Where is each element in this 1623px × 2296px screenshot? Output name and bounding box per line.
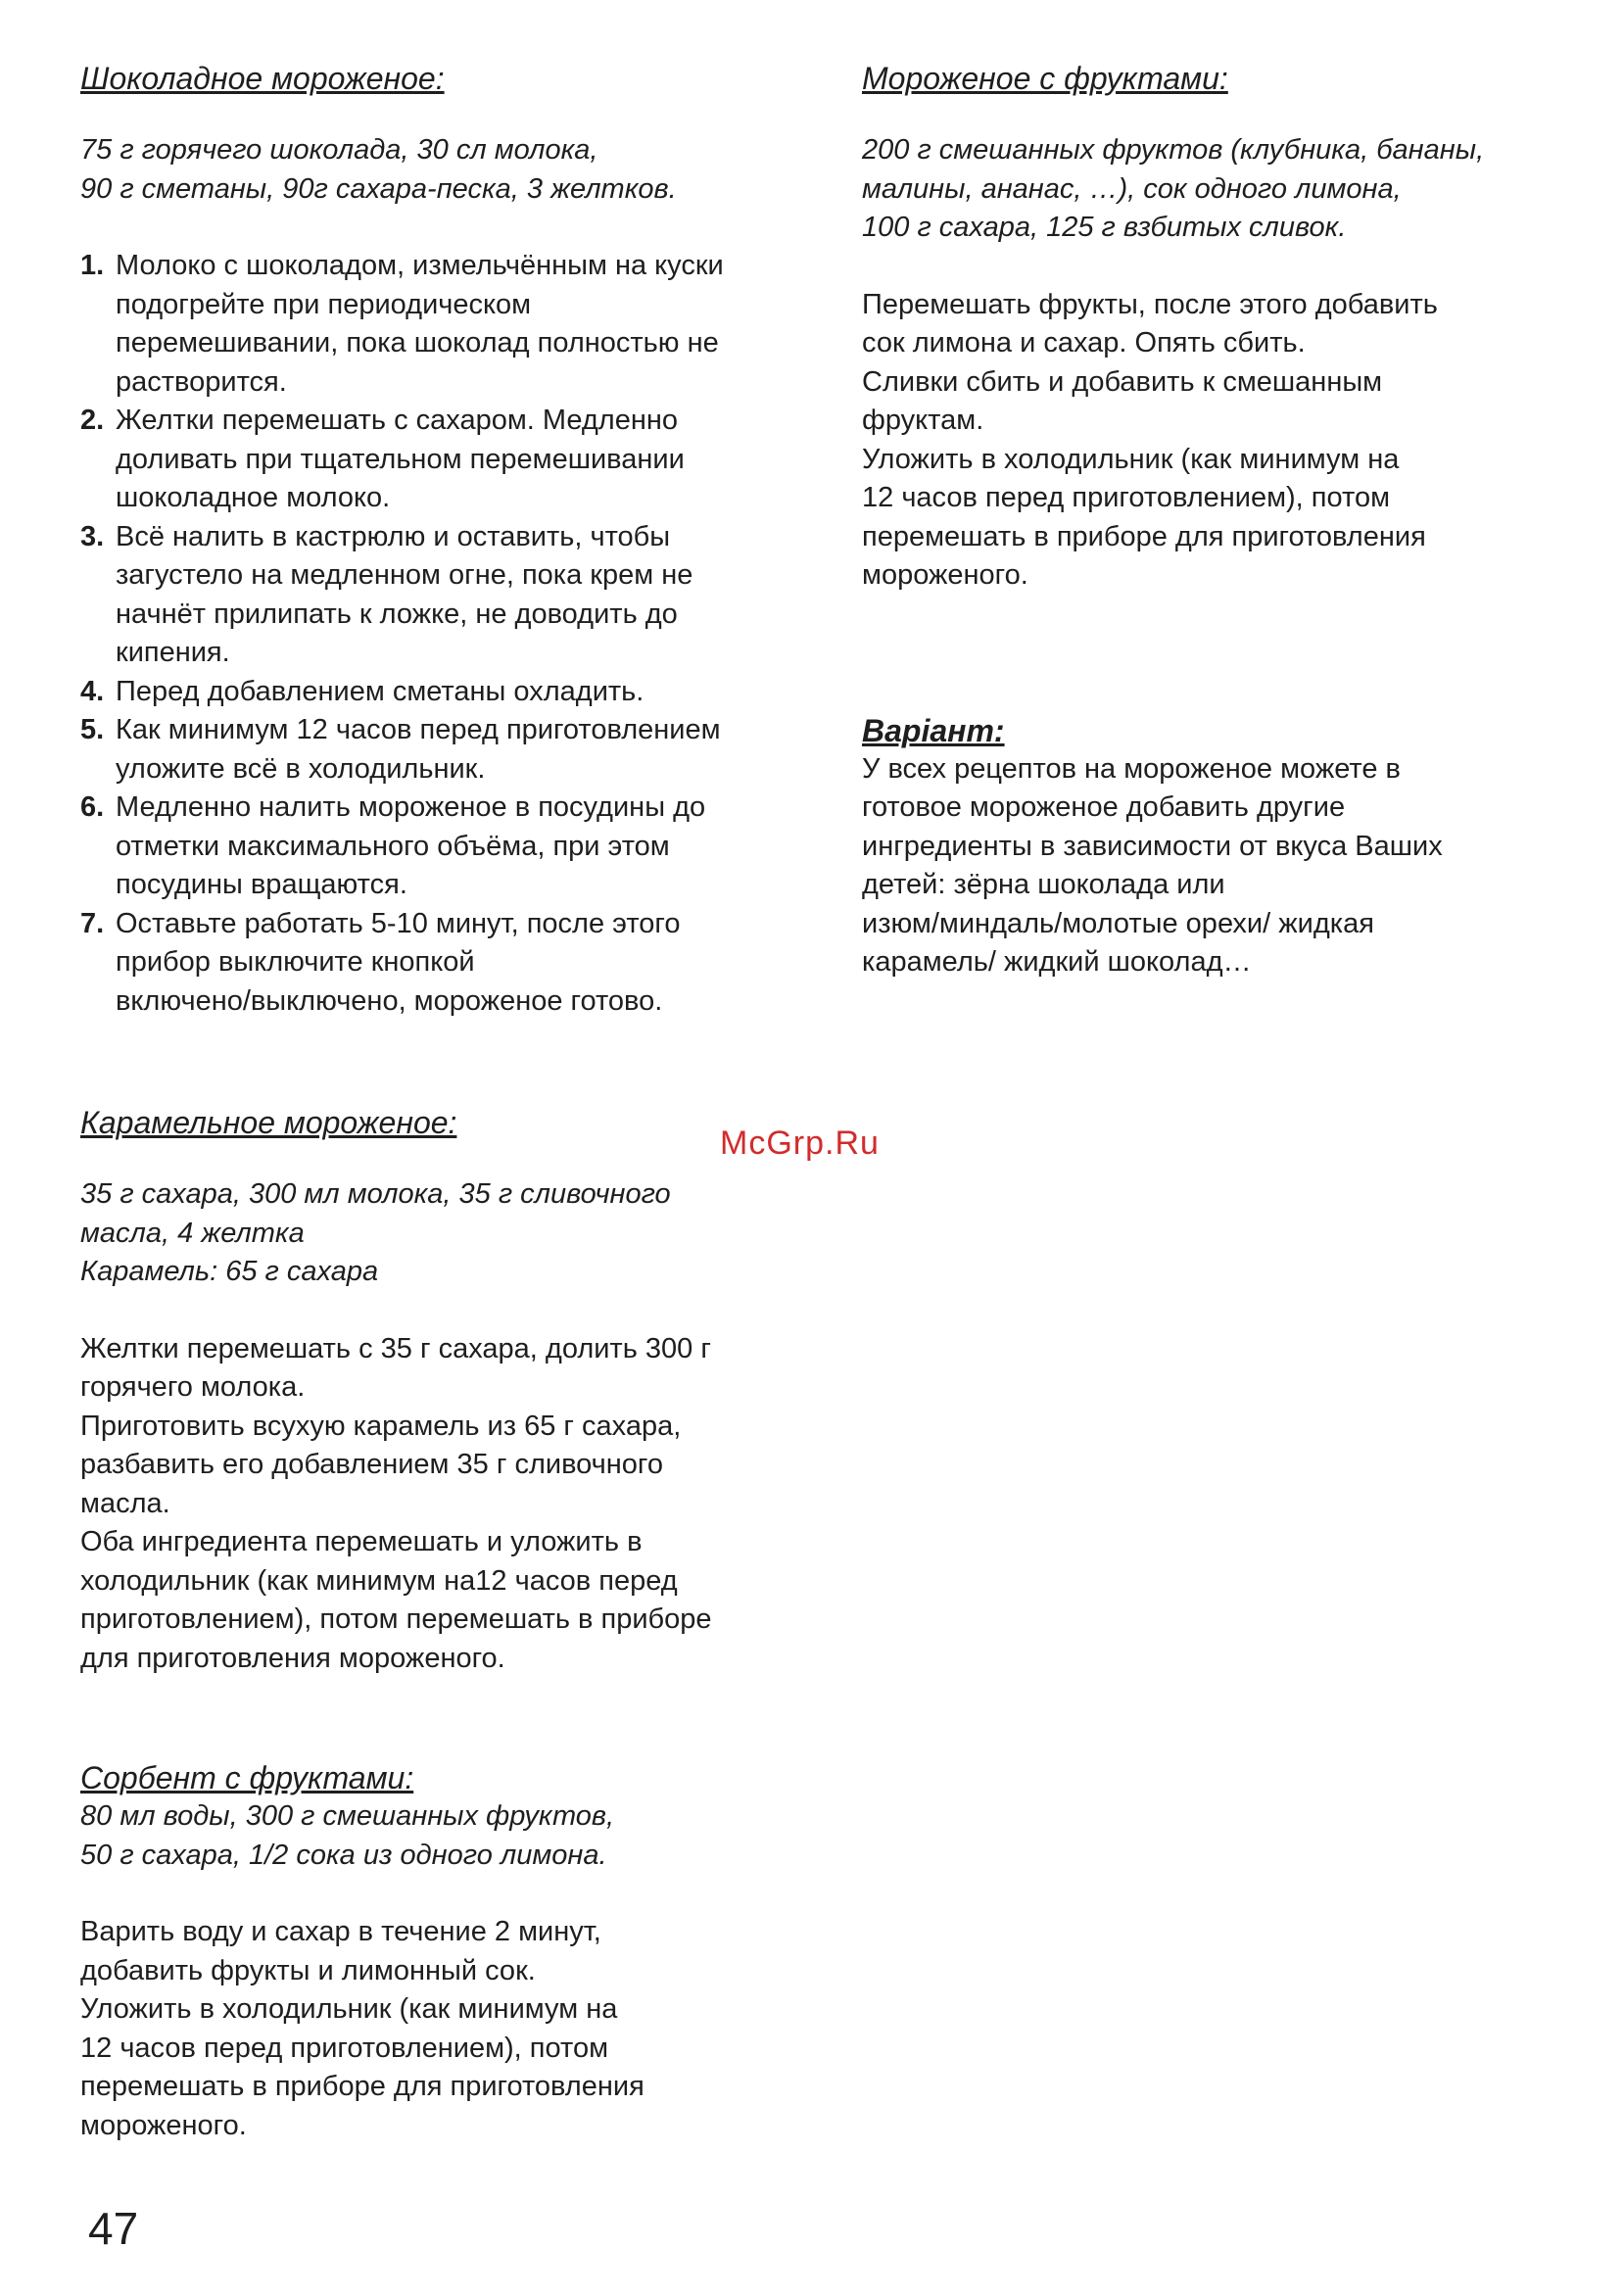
right-column [862, 59, 1567, 982]
chocolate-ingredients: 75 г горячего шоколада, 30 сл молока, 90 г сметаны, 90г сахара-песка, 3 желтков. [80, 134, 677, 205]
fruit-instructions: Перемешать фрукты, после этого добавить сок лимона и сахар. Опять сбить. Сливки сбить и добавить к смешанным фруктам. Уложить в холодильник (как минимум на 12 часов перед приготовлением), потом перемешать в приборе для приготовления мороженого. [862, 288, 1438, 591]
step-3: 3. Всё налить в кастрюлю и оставить, чтобы загустело на медленном огне, пока крем не начнёт прилипать к ложке, не доводить до кипения. [80, 520, 693, 668]
chocolate-steps [80, 247, 805, 1021]
chocolate-title: Шоколадное мороженое: [80, 61, 445, 96]
page-number: 47 [88, 2203, 139, 2254]
fruit-ingredients: 200 г смешанных фруктов (клубника, бананы, малины, ананас, …), сок одного лимона, 100 г сахара, 125 г взбитых сливок. [862, 134, 1485, 243]
fruit-title: Мороженое с фруктами: [862, 61, 1228, 96]
fruit-recipe [862, 59, 1567, 596]
sorbet-instructions: Варить воду и сахар в течение 2 минут, добавить фрукты и лимонный сок. Уложить в холодильник (как минимум на 12 часов перед приготовлением), потом перемешать в приборе для приготовления мороженого. [80, 1916, 644, 2141]
variant-text: У всех рецептов на мороженое можете в готовое мороженое добавить другие ингредиенты в зависимости от вкуса Ваших детей: зёрна шоколада или изюм/миндаль/молотые орехи/ жидкая карамель/ жидкий шоколад… [862, 752, 1443, 978]
sorbet-recipe [80, 1758, 805, 2145]
caramel-instructions: Желтки перемешать с 35 г сахара, долить 300 г горячего молока. Приготовить всухую карамель из 65 г сахара, разбавить его добавлением 35 г сливочного масла. Оба ингредиента перемешать и уложить в холодильник (как минимум на12 часов перед приготовлением), потом перемешать в приборе для приготовления мороженого. [80, 1332, 712, 1674]
sorbet-ingredients: 80 мл воды, 300 г смешанных фруктов, 50 г сахара, 1/2 сока из одного лимона. [80, 1800, 615, 1871]
step-2: 2. Желтки перемешать с сахаром. Медленно доливать при тщательном перемешивании шоколадное молоко. [80, 405, 685, 513]
variant-title: Варіант: [862, 712, 1005, 748]
left-column [80, 59, 805, 2145]
watermark: McGrp.Ru [720, 1124, 880, 1162]
step-7: 7. Оставьте работать 5-10 минут, после этого прибор выключите кнопкой включено/выключено, мороженое готово. [80, 907, 681, 1017]
sorbet-title: Сорбент с фруктами: [80, 1760, 414, 1795]
caramel-title: Карамельное мороженое: [80, 1105, 457, 1140]
step-5: 5. Как минимум 12 часов перед приготовлением уложите всё в холодильник. [80, 714, 721, 785]
chocolate-recipe [80, 59, 805, 1021]
step-4: 4. Перед добавлением сметаны охладить. [80, 675, 644, 707]
step-1: 1. Молоко с шоколадом, измельчённым на куски подогрейте при периодическом перемешивании, пока шоколад полностью не растворится. [80, 250, 724, 398]
variant-section [862, 711, 1567, 982]
caramel-recipe [80, 1103, 805, 1678]
caramel-ingredients: 35 г сахара, 300 мл молока, 35 г сливочного масла, 4 желтка Карамель: 65 г сахара [80, 1178, 671, 1287]
step-6: 6. Медленно налить мороженое в посудины до отметки максимального объёма, при этом посудины вращаются. [80, 791, 706, 900]
